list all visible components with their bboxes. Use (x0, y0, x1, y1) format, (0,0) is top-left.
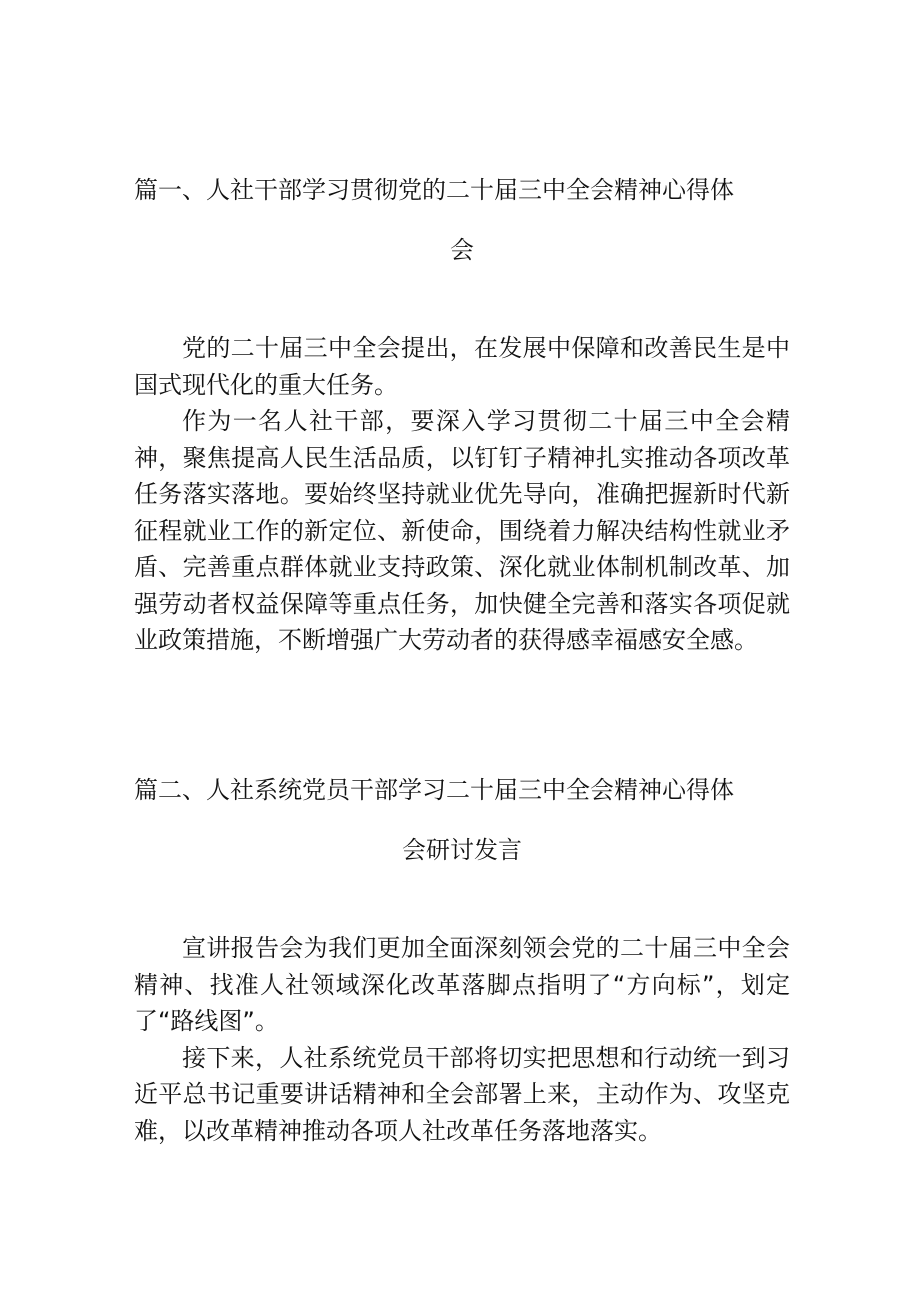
article-title-line-1: 篇一、人社干部学习贯彻党的二十届三中全会精神心得体 (134, 176, 734, 204)
article-title-line-2: 会研讨发言 (402, 836, 522, 864)
paragraph: 党的二十届三中全会提出，在发展中保障和改善民生是中国式现代化的重大任务。 (134, 334, 790, 399)
paragraph: 宣讲报告会为我们更加全面深刻领会党的二十届三中全会精神、找准人社领域深化改革落脚点指明了“方向标”，划定了“路线图”。 (134, 934, 790, 1035)
paragraph: 接下来，人社系统党员干部将切实把思想和行动统一到习近平总书记重要讲话精神和全会部署上来，主动作为、攻坚克难，以改革精神推动各项人社改革任务落地落实。 (134, 1043, 790, 1145)
article-title-line-2: 会 (450, 236, 474, 264)
article-title-line-1: 篇二、人社系统党员干部学习二十届三中全会精神心得体 (134, 776, 734, 804)
article-body (134, 930, 790, 1149)
article-section-1 (134, 172, 790, 659)
article-section-2 (134, 772, 790, 1149)
paragraph: 作为一名人社干部，要深入学习贯彻二十届三中全会精神，聚焦提高人民生活品质，以钉钉子精神扎实推动各项改革任务落实落地。要始终坚持就业优先导向，准确把握新时代新征程就业工作的新定位、新使命，围绕着力解决结构性就业矛盾、完善重点群体就业支持政策、深化就业体制机制改革、加强劳动者权益保障等重点任务，加快健全完善和落实各项促就业政策措施，不断增强广大劳动者的获得感幸福感安全感。 (134, 407, 790, 654)
article-body (134, 330, 790, 659)
